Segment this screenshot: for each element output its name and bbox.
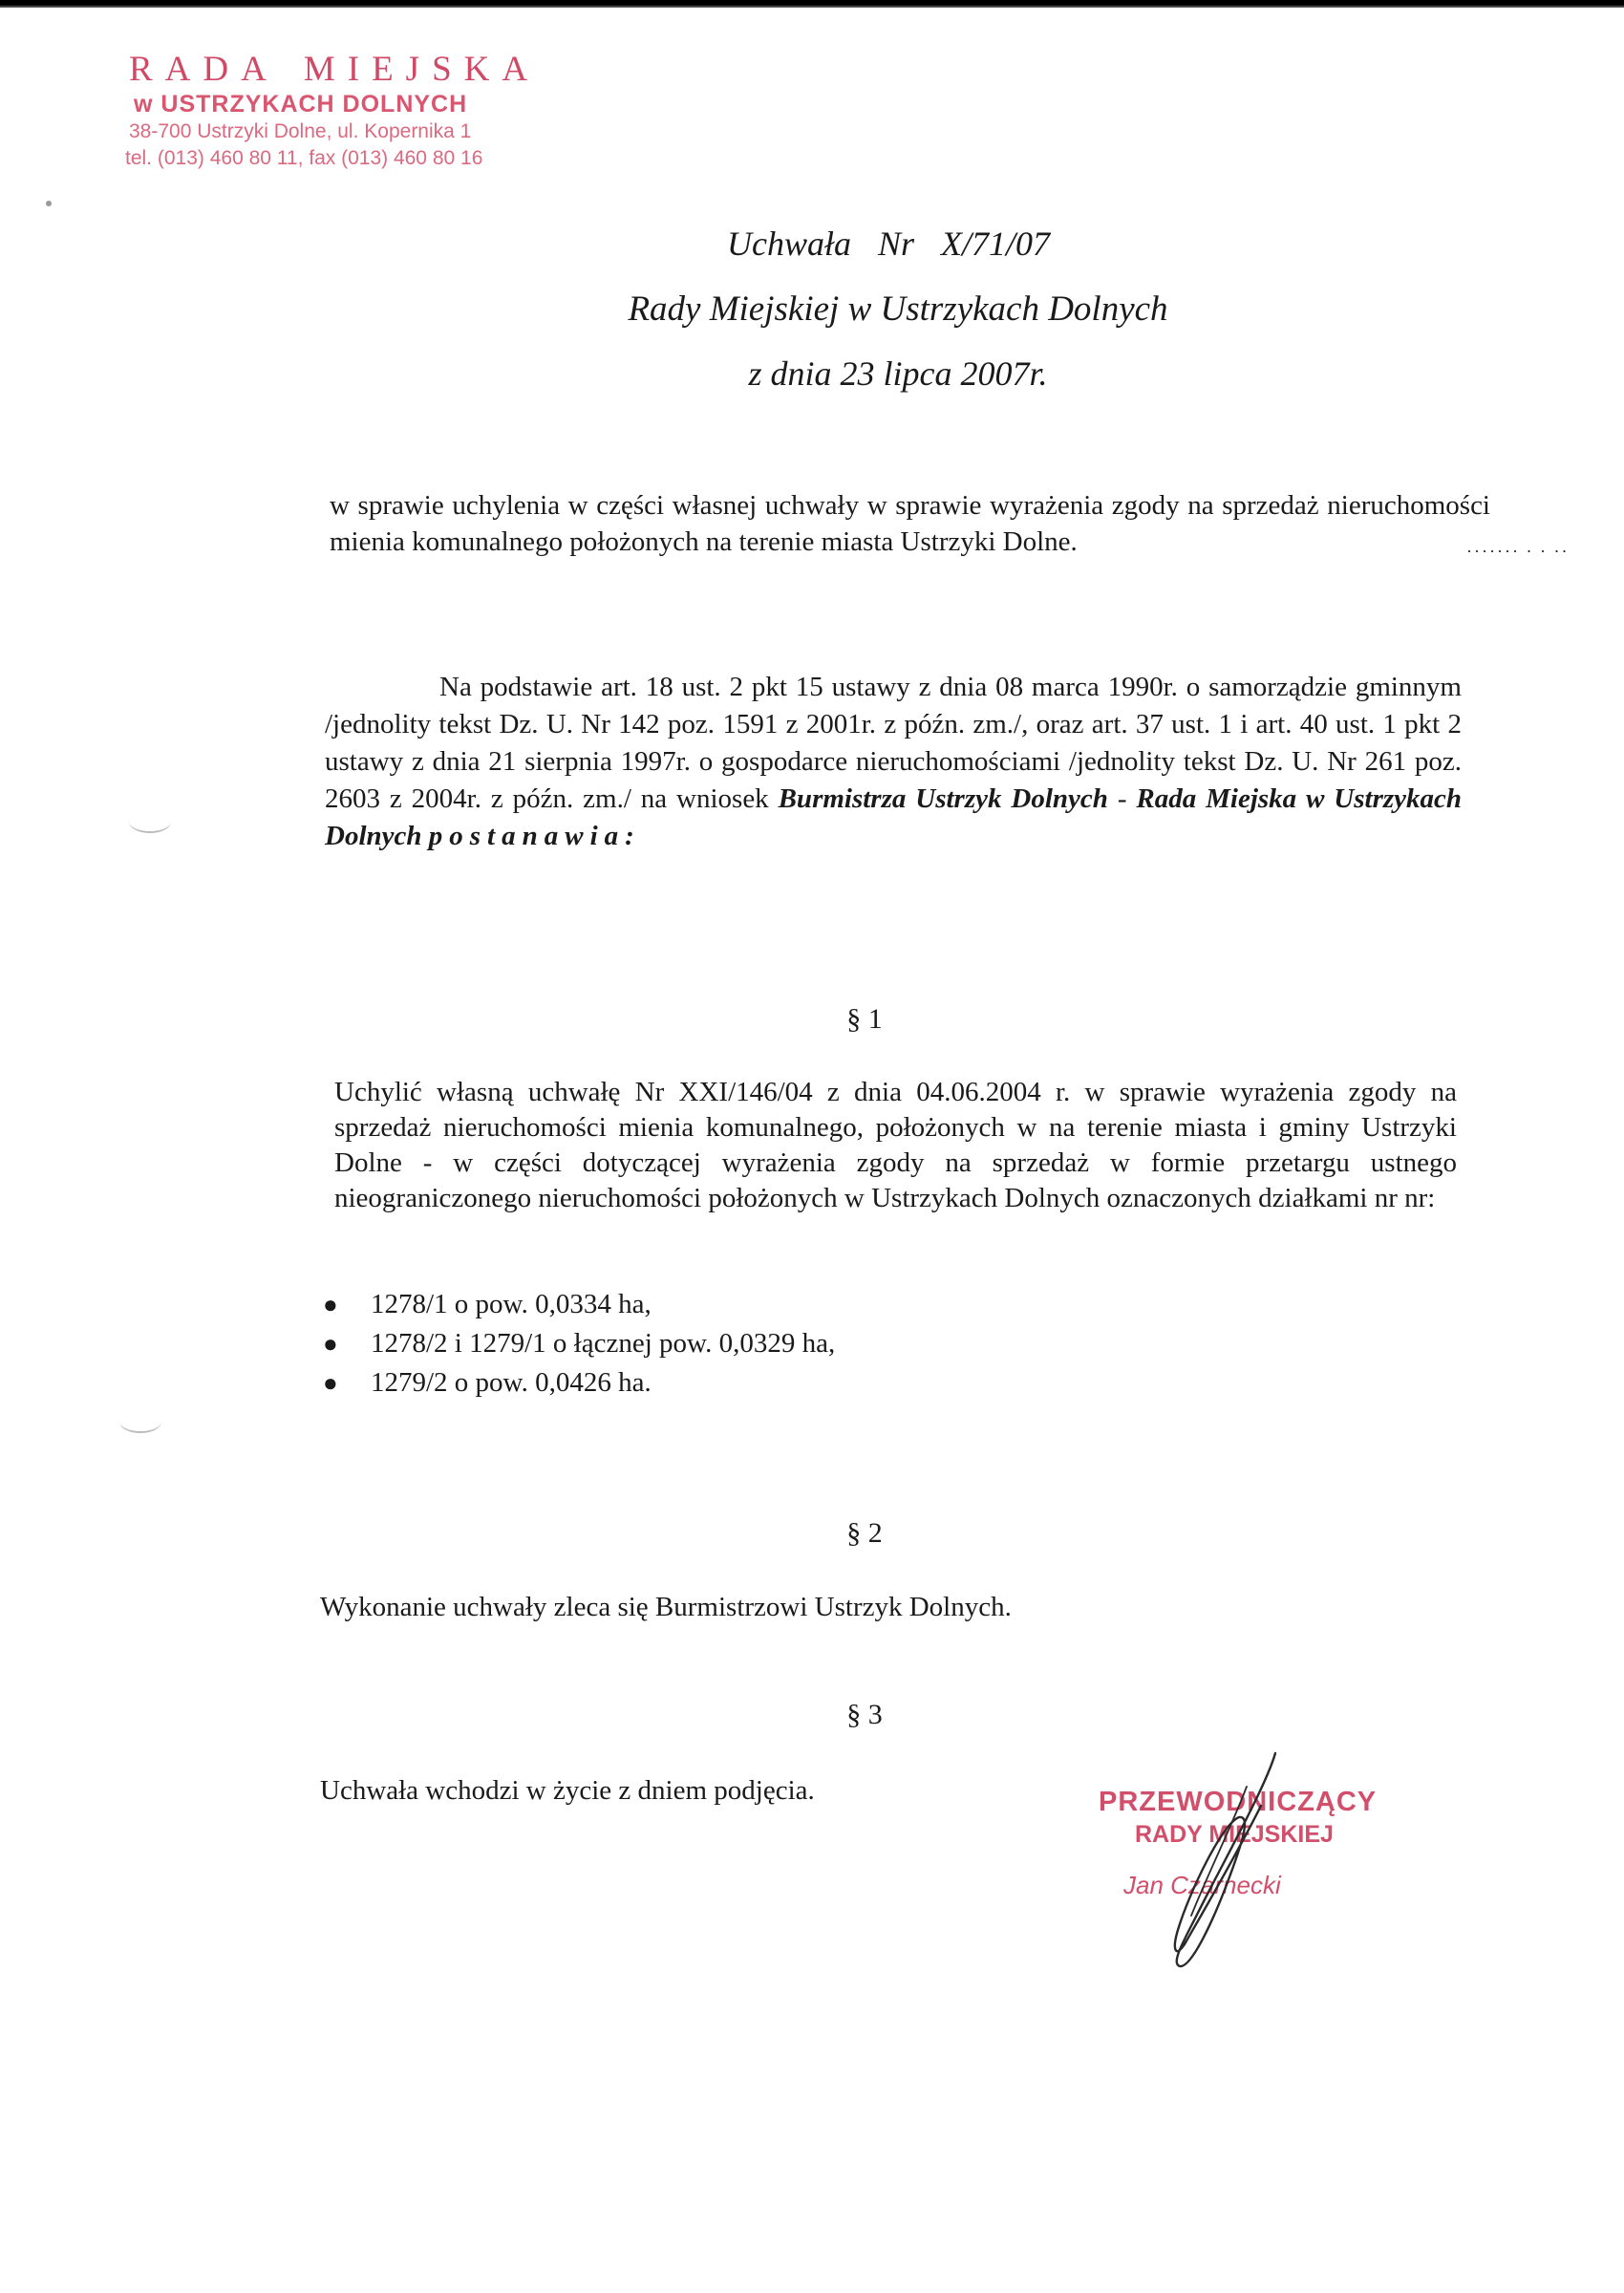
resolution-subject: w sprawie uchylenia w części własnej uchwały w sprawie wyrażenia zgody na sprzedaż nieruchomości mienia komunalnego położonych na terenie miasta Ustrzyki Dolne.: [330, 490, 1490, 557]
resolution-nr-label: Nr: [877, 225, 915, 263]
stamp-title: PRZEWODNICZĄCY: [1099, 1787, 1378, 1817]
plot-item-text: 1278/1 o pow. 0,0334 ha,: [371, 1289, 652, 1319]
resolution-label: Uchwała: [726, 225, 851, 263]
plot-item-text: 1278/2 i 1279/1 o łącznej pow. 0,0329 ha,: [371, 1328, 836, 1359]
handwritten-signature: [1132, 1748, 1314, 1978]
legal-basis: [325, 669, 1462, 855]
list-item: [323, 1324, 835, 1363]
council-name: [129, 50, 578, 90]
resolution-number-heading: [76, 224, 1624, 264]
binder-hole-mark: [119, 1410, 161, 1433]
section-1-mark: § 1: [846, 1003, 883, 1035]
decides-word: postanawia:: [428, 821, 641, 851]
section-3-text: Uchwała wchodzi w życie z dniem podjęcia.: [320, 1775, 815, 1806]
binder-hole-mark: [129, 810, 171, 833]
letterhead-stamp: [125, 50, 578, 172]
stamp-council: RADY MIEJSKIEJ: [1135, 1821, 1334, 1848]
bullet-icon: ●: [323, 1330, 338, 1358]
council-name-word1: RADA: [129, 50, 279, 89]
bullet-icon: ●: [323, 1291, 338, 1318]
list-item: [323, 1285, 835, 1324]
basis-dash: -: [1117, 783, 1127, 814]
section-2-mark: § 2: [846, 1517, 883, 1549]
scan-artifact-dashes: ······· · · ··: [1466, 542, 1570, 561]
council-address: 38-700 Ustrzyki Dolne, ul. Kopernika 1: [129, 120, 472, 142]
plot-list: [323, 1285, 835, 1403]
council-city: w USTRZYKACH DOLNYCH: [134, 91, 468, 118]
scan-top-border: [0, 0, 1624, 8]
section-3-mark: § 3: [846, 1699, 883, 1730]
council-heading: Rady Miejskiej w Ustrzykach Dolnych: [628, 289, 1168, 329]
resolution-date: z dnia 23 lipca 2007r.: [748, 354, 1048, 393]
plot-item-text: 1279/2 o pow. 0,0426 ha.: [371, 1367, 652, 1398]
section-1-text: Uchylić własną uchwałę Nr XXI/146/04 z dnia 04.06.2004 r. w sprawie wyrażenia zgody na sprzedaż nieruchomości mienia komunalnego, położonych w na terenie miasta i gminy Ustrzyki Dolne - w części dotyczącej wyrażenia zgody na sprzedaż w formie przetargu ustnego nieograniczonego nieruchomości położonych w Ustrzykach Dolnych oznaczonych działkami nr nr:: [334, 1077, 1457, 1213]
deciding-council: Rada Miejska w Ustrzykach Dolnych: [325, 783, 1463, 851]
section-2-text: Wykonanie uchwały zleca się Burmistrzowi Ustrzyk Dolnych.: [320, 1592, 1012, 1622]
bullet-icon: ●: [323, 1369, 338, 1397]
applicant: Burmistrza Ustrzyk Dolnych: [778, 783, 1108, 814]
resolution-number: X/71/07: [941, 225, 1051, 263]
stamp-chairman-name: Jan Czarnecki: [1123, 1871, 1281, 1899]
list-item: [323, 1363, 835, 1403]
legal-basis-text: Na podstawie art. 18 ust. 2 pkt 15 ustawy z dnia 08 marca 1990r. o samorządzie gminnym /jednolity tekst Dz. U. Nr 142 poz. 1591 z 2001r. z późn. zm./, oraz art. 37 ust. 1 i art. 40 ust. 1 pkt 2 ustawy z dnia 21 sierpnia 1997r. o gospodarce nieruchomościami /jednolity tekst Dz. U. Nr 261 poz. 2603 z 2004r. z późn. zm./ na wniosek: [325, 672, 1462, 814]
council-phone: tel. (013) 460 80 11, fax (013) 460 80 16: [125, 147, 483, 169]
council-name-word2: MIEJSKA: [303, 50, 541, 89]
scan-speck: [46, 201, 52, 206]
